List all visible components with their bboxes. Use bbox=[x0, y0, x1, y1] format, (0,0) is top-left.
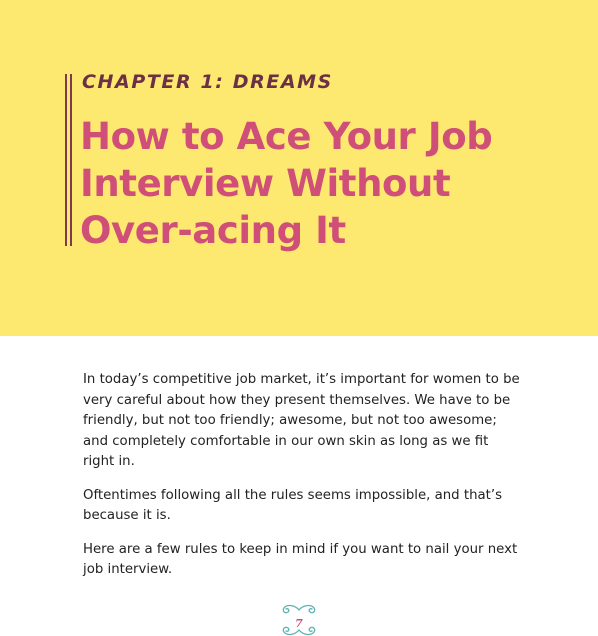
paragraph: Oftentimes following all the rules seems impossible, and that’s because it is. bbox=[83, 487, 503, 523]
decorative-rule-left bbox=[65, 74, 67, 246]
paragraph: Here are a few rules to keep in mind if you want to nail your next job interview. bbox=[83, 541, 518, 577]
paragraph: In today’s competitive job market, it’s important for women to be very careful about how they present themselves. We have to be friendly, but not too friendly; awesome, but not too awesome; and completely comfortable in our own skin as long as we fit right in. bbox=[83, 372, 520, 469]
title-line: Over-acing It bbox=[80, 209, 346, 252]
body-text bbox=[83, 370, 523, 594]
chapter-label: CHAPTER 1: DREAMS bbox=[82, 71, 333, 93]
title-line: How to Ace Your Job bbox=[80, 115, 493, 158]
title-line: Interview Without bbox=[80, 162, 451, 205]
chapter-title bbox=[80, 113, 580, 254]
decorative-rule-right bbox=[70, 74, 72, 246]
page-number: 7 bbox=[295, 617, 303, 630]
